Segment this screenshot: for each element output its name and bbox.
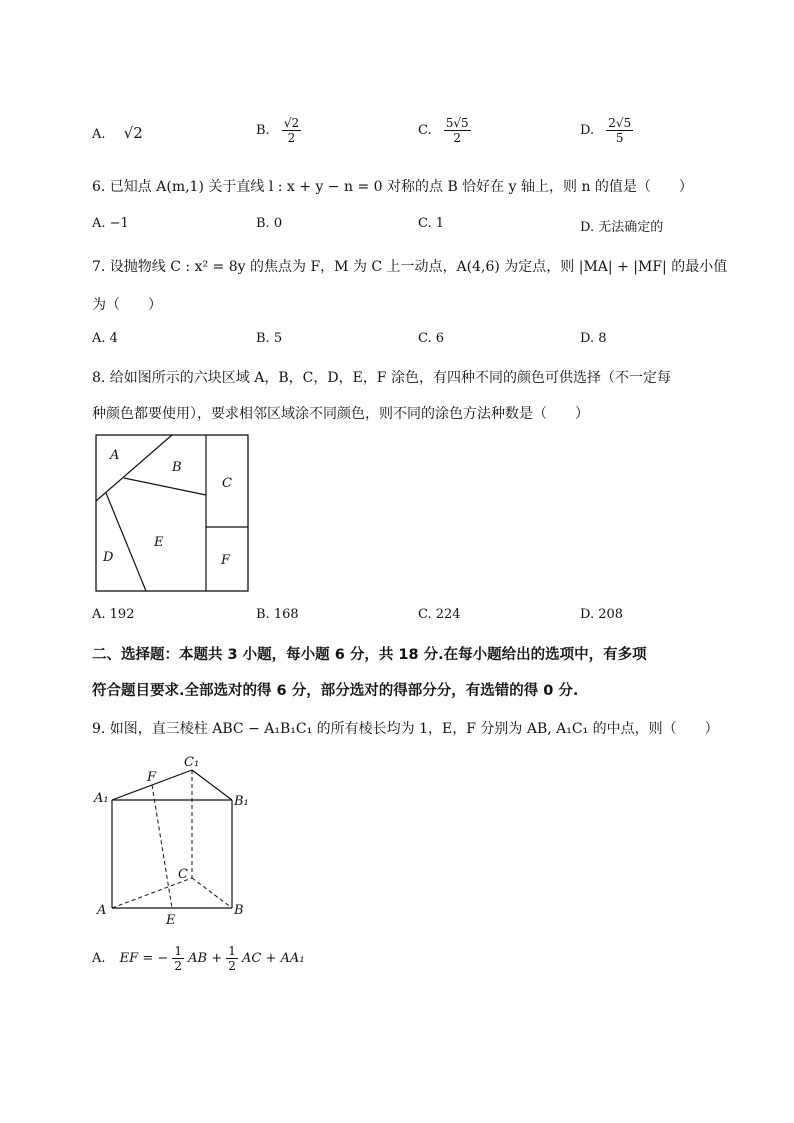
point-label-e: E xyxy=(166,913,176,928)
denominator: 2 xyxy=(174,959,183,973)
option-label: A. xyxy=(92,951,106,966)
denominator: 5 xyxy=(615,131,624,145)
region-label-d: D xyxy=(103,550,114,565)
q8-option-b: B. 168 xyxy=(256,607,299,622)
option-a-term2: AC + AA₁ xyxy=(242,951,305,966)
option-a-lhs: EF = − xyxy=(119,951,169,966)
numerator: √2 xyxy=(283,116,300,130)
vertex-label-c: C xyxy=(178,867,188,882)
q7-option-a: A. 4 xyxy=(92,331,118,346)
section2-heading-line2: 符合题目要求.全部选对的得 6 分，部分选对的得部分分，有选错的得 0 分. xyxy=(92,683,579,699)
vertex-label-b1: B₁ xyxy=(234,794,249,809)
denominator: 2 xyxy=(287,131,296,145)
denominator: 2 xyxy=(453,131,462,145)
option-fraction xyxy=(444,116,471,145)
q5-option-a xyxy=(92,124,143,142)
q5-option-d xyxy=(580,116,633,145)
q7-option-b: B. 5 xyxy=(256,331,283,346)
point-label-f: F xyxy=(147,770,157,785)
q7-stem-line1: 7. 设抛物线 C : x² = 8y 的焦点为 F，M 为 C 上一动点，A(4,6) 为定点，则 |MA| + |MF| 的最小值 xyxy=(92,259,728,275)
option-a-term1: AB + xyxy=(188,951,223,966)
option-fraction xyxy=(606,116,633,145)
option-label: A. xyxy=(92,127,106,142)
option-fraction xyxy=(282,116,301,145)
edge-ac-hidden xyxy=(112,878,192,908)
q8-option-d: D. 208 xyxy=(580,607,624,622)
option-label: D. xyxy=(580,123,595,138)
q6-option-d: D. 无法确定的 xyxy=(580,220,664,235)
edge-cb-hidden xyxy=(192,878,232,908)
q7-stem-line2: 为（ ） xyxy=(92,297,162,313)
prism-figure xyxy=(92,750,262,930)
numerator: 5√5 xyxy=(445,116,469,130)
divider-de xyxy=(106,493,146,591)
region-label-c: C xyxy=(222,476,232,491)
region-label-a: A xyxy=(110,448,120,463)
q9-stem: 9. 如图，直三棱柱 ABC − A₁B₁C₁ 的所有棱长均为 1，E，F 分别为 AB, A₁C₁ 的中点，则（ ） xyxy=(92,721,719,737)
region-coloring-figure xyxy=(94,433,252,593)
fraction-2 xyxy=(226,944,238,973)
q6-option-a: A. −1 xyxy=(92,216,129,231)
vertex-label-a1: A₁ xyxy=(94,791,109,806)
vertex-label-b: B xyxy=(234,903,244,918)
numerator: 2√5 xyxy=(608,116,632,130)
q6-option-b: B. 0 xyxy=(256,216,283,231)
vertex-label-a: A xyxy=(97,903,107,918)
region-label-e: E xyxy=(154,535,164,550)
q8-stem-line1: 8. 给如图所示的六块区域 A，B，C，D，E，F 涂色，有四种不同的颜色可供选择（不一定每 xyxy=(92,370,671,386)
option-value: √2 xyxy=(123,124,143,142)
denominator: 2 xyxy=(228,959,236,973)
q5-option-c xyxy=(418,116,471,145)
q7-option-c: C. 6 xyxy=(418,331,445,346)
q8-option-c: C. 224 xyxy=(418,607,461,622)
numerator: 1 xyxy=(174,944,183,958)
option-label: B. xyxy=(256,123,270,138)
divider-ab xyxy=(96,435,172,501)
q8-option-a: A. 192 xyxy=(92,607,135,622)
option-label: C. xyxy=(418,123,432,138)
fraction-1 xyxy=(172,944,184,973)
q5-option-b xyxy=(256,116,301,145)
section2-heading-line1: 二、选择题：本题共 3 小题，每小题 6 分，共 18 分.在每小题给出的选项中，有多项 xyxy=(92,647,647,663)
segment-ef xyxy=(152,785,172,908)
q7-option-d: D. 8 xyxy=(580,331,607,346)
region-label-b: B xyxy=(172,460,182,475)
divider-be xyxy=(124,478,206,495)
region-label-f: F xyxy=(221,553,231,568)
q8-stem-line2: 种颜色都要使用），要求相邻区域涂不同颜色，则不同的涂色方法种数是（ ） xyxy=(92,406,589,422)
q6-option-c: C. 1 xyxy=(418,216,445,231)
vertex-label-c1: C₁ xyxy=(184,755,200,770)
q9-option-a xyxy=(92,944,305,973)
edge-c1b1 xyxy=(192,770,232,800)
q6-stem: 6. 已知点 A(m,1) 关于直线 l : x + y − n = 0 对称的点 B 恰好在 y 轴上，则 n 的值是（ ） xyxy=(92,179,693,195)
numerator: 1 xyxy=(228,944,236,958)
